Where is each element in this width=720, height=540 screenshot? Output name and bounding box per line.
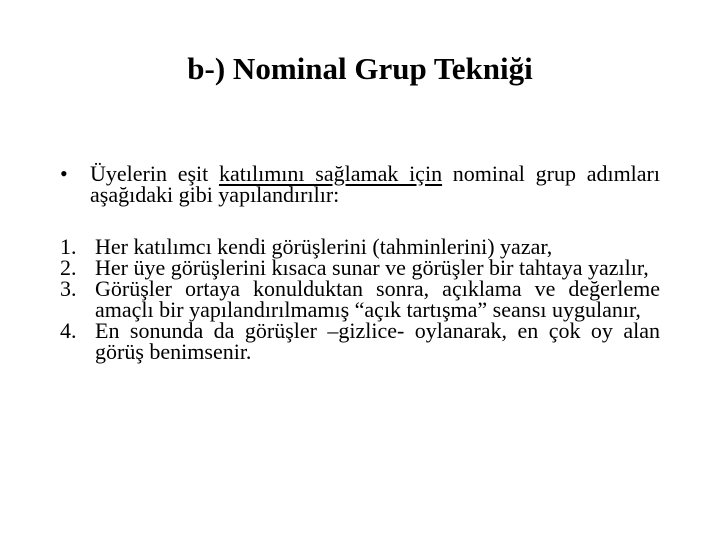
step-number: 3. bbox=[60, 276, 77, 301]
underlined-phrase: katılımını sağlamak için bbox=[218, 161, 443, 186]
step-text: En sonunda da görüşler –gizlice- oylanarak, en çok oy alan görüş benimsenir. bbox=[95, 318, 660, 364]
step-text: Her katılımcı kendi görüşlerini (tahminlerini) yazar, bbox=[95, 234, 553, 259]
numbered-steps-list bbox=[60, 236, 660, 362]
list-item bbox=[60, 257, 660, 278]
bullet-paragraph bbox=[60, 163, 660, 205]
list-item bbox=[60, 278, 660, 320]
step-text: Her üye görüşlerini kısaca sunar ve görüşler bir tahtaya yazılır, bbox=[95, 255, 649, 280]
step-number: 4. bbox=[60, 318, 77, 343]
bullet-text bbox=[90, 163, 660, 205]
slide-title: b-) Nominal Grup Tekniği bbox=[187, 51, 533, 86]
list-item bbox=[60, 236, 660, 257]
bullet-text-segment: Üyelerin eşit bbox=[90, 161, 219, 186]
bullet-text-segment: nominal grup adımları aşağıdaki gibi yapılandırılır: bbox=[90, 161, 661, 207]
list-item bbox=[60, 320, 660, 362]
step-number: 1. bbox=[60, 234, 77, 259]
bullet-marker: • bbox=[60, 161, 68, 186]
step-text: Görüşler ortaya konulduktan sonra, açıklama ve değerleme amaçlı bir yapılandırılmamış “açık tartışma” seansı uygulanır, bbox=[95, 276, 660, 322]
step-number: 2. bbox=[60, 255, 77, 280]
